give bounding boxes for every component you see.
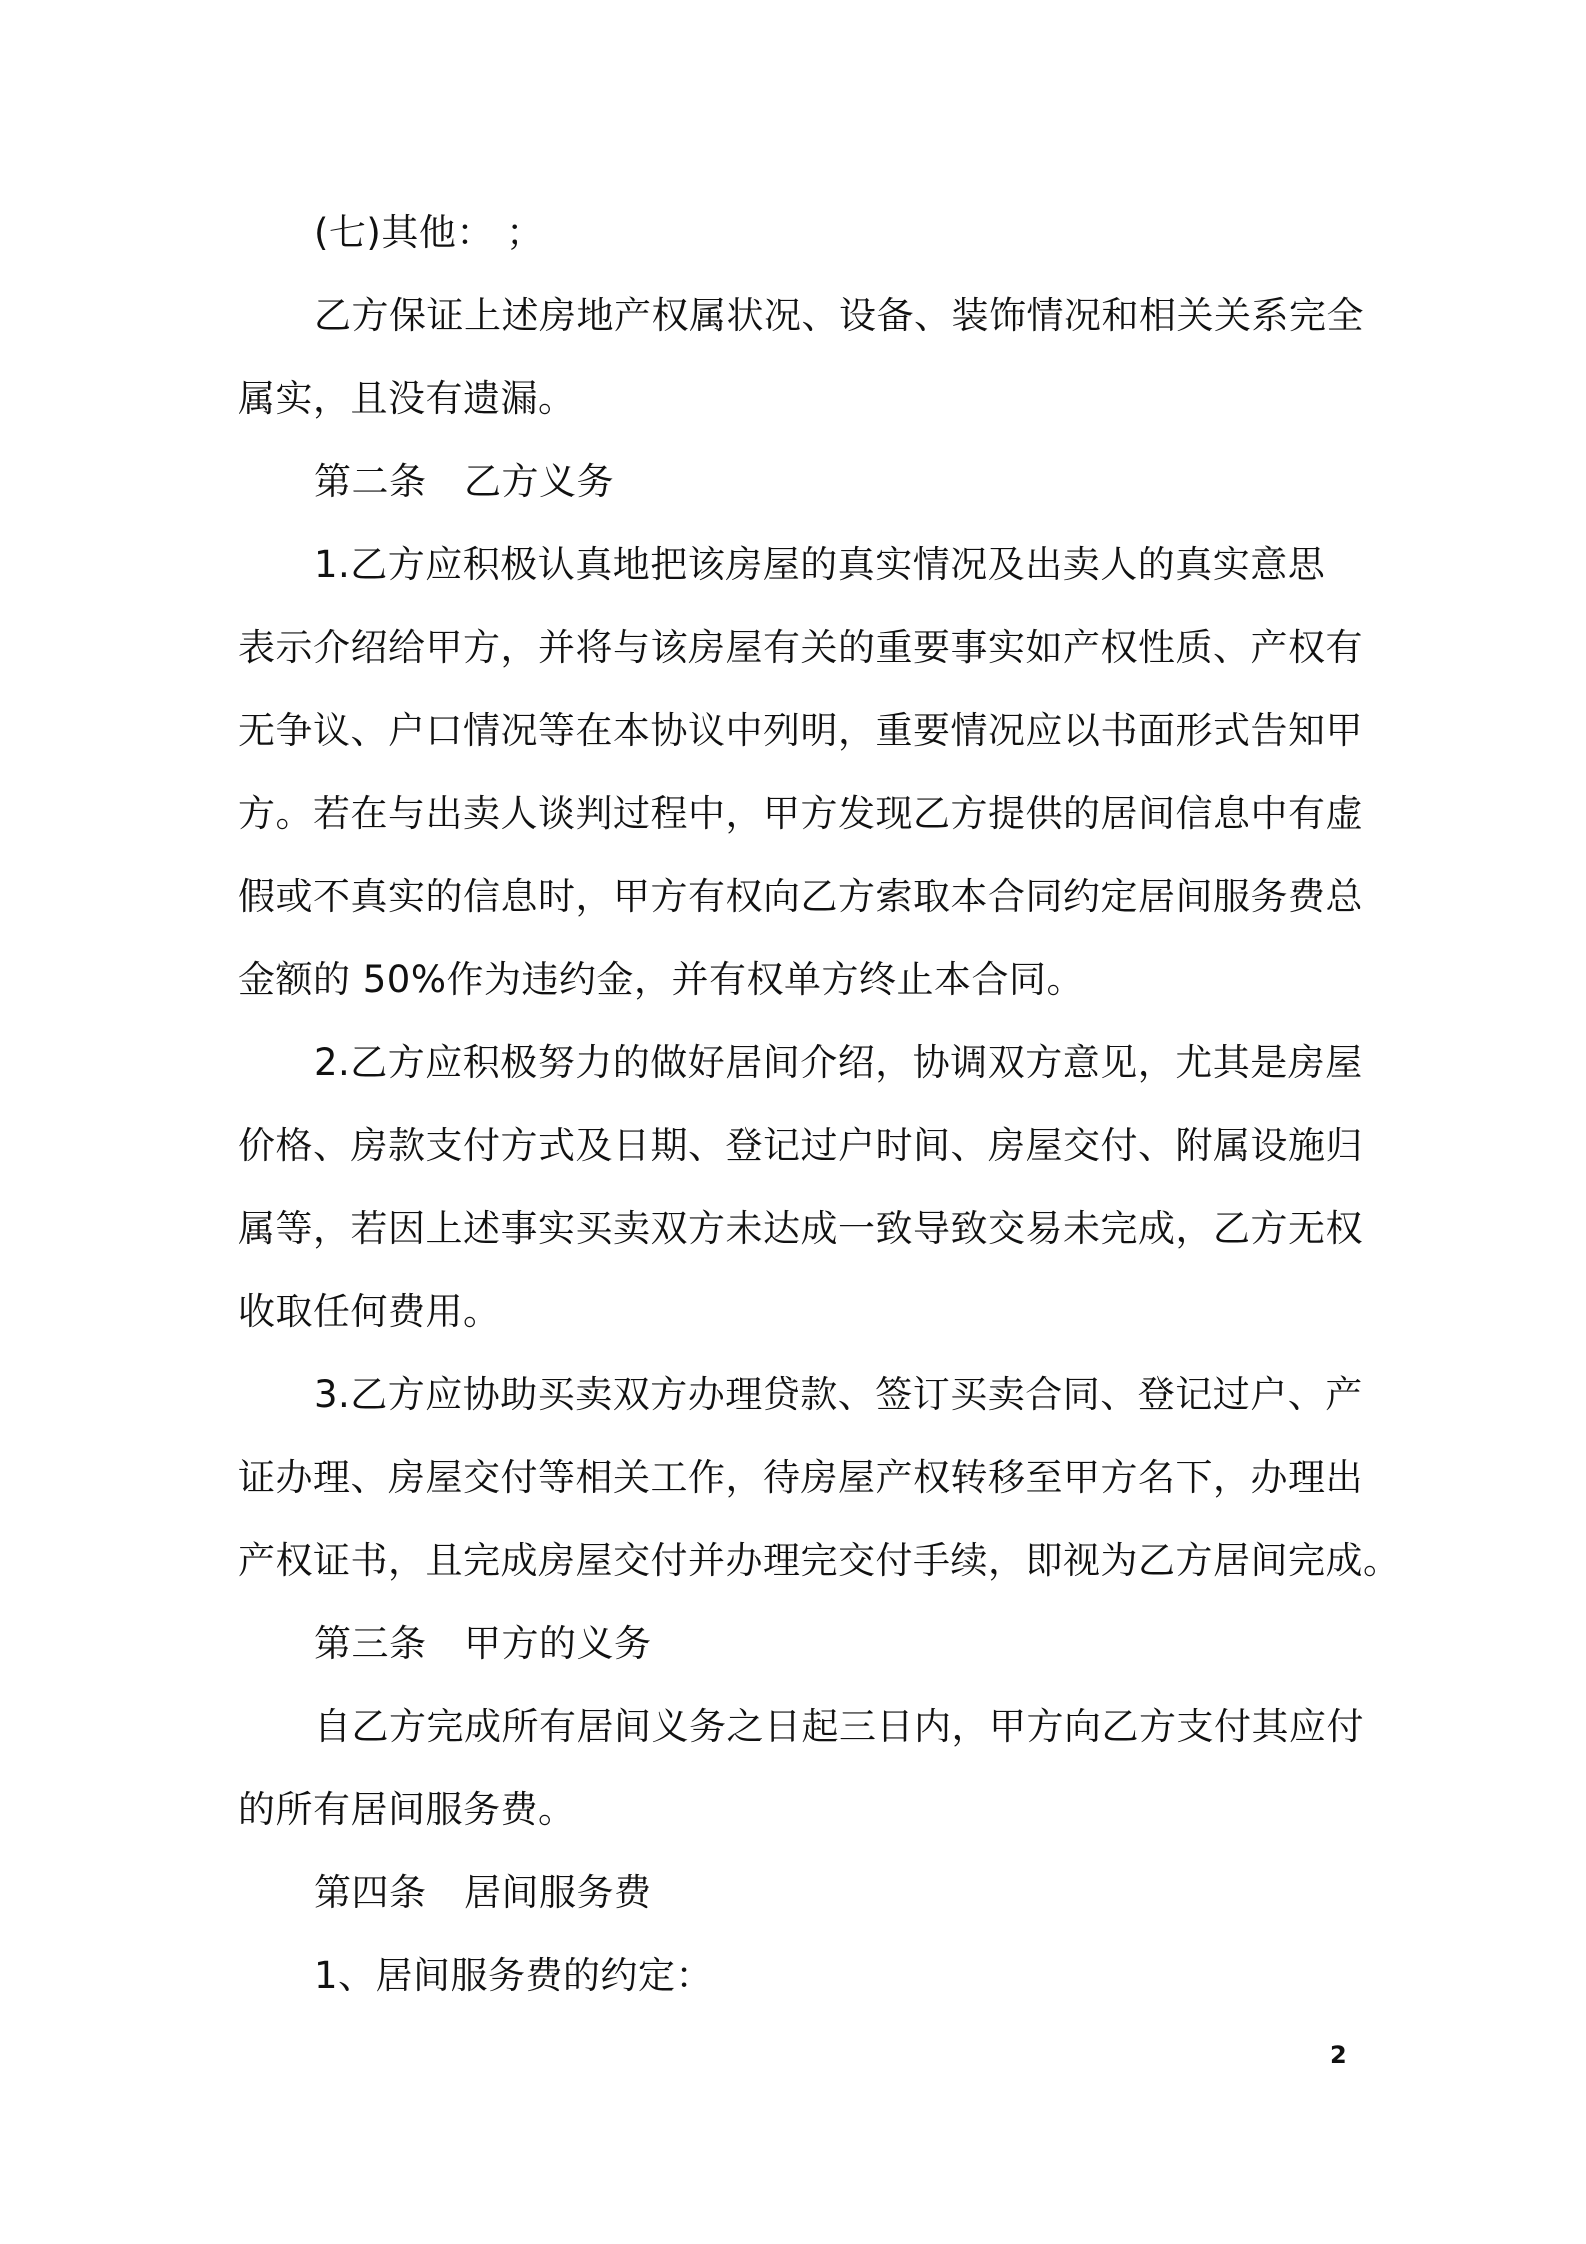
article-two-heading: 第二条 乙方义务 (314, 460, 614, 503)
clause-2-line: 属等，若因上述事实买卖双方未达成一致导致交易未完成，乙方无权 (238, 1207, 1363, 1250)
clause-1-line: 无争议、户口情况等在本协议中列明，重要情况应以书面形式告知甲 (238, 709, 1363, 752)
fee-agreement-item: 1、居间服务费的约定： (314, 1954, 714, 1997)
clause-1-line: 金额的 50%作为违约金，并有权单方终止本合同。 (238, 958, 1084, 1001)
clause-2-line: 2.乙方应积极努力的做好居间介绍，协调双方意见，尤其是房屋 (314, 1041, 1363, 1084)
article-four-heading: 第四条 居间服务费 (314, 1871, 652, 1914)
article-three-heading: 第三条 甲方的义务 (314, 1622, 652, 1665)
clause-1-line: 方。若在与出卖人谈判过程中，甲方发现乙方提供的居间信息中有虚 (238, 792, 1363, 835)
clause-1-line: 1.乙方应积极认真地把该房屋的真实情况及出卖人的真实意思 (314, 543, 1326, 586)
clause-3-line: 产权证书，且完成房屋交付并办理完交付手续，即视为乙方居间完成。 (238, 1539, 1401, 1582)
paragraph-guarantee-line: 属实，且没有遗漏。 (238, 377, 576, 420)
clause-2-line: 收取任何费用。 (238, 1290, 501, 1333)
paragraph-other-item: (七)其他： ； (314, 211, 544, 254)
party-a-obligation-line: 的所有居间服务费。 (238, 1788, 576, 1831)
clause-1-line: 假或不真实的信息时，甲方有权向乙方索取本合同约定居间服务费总 (238, 875, 1363, 918)
clause-3-line: 3.乙方应协助买卖双方办理贷款、签订买卖合同、登记过户、产 (314, 1373, 1363, 1416)
clause-1-line: 表示介绍给甲方，并将与该房屋有关的重要事实如产权性质、产权有 (238, 626, 1363, 669)
party-a-obligation-line: 自乙方完成所有居间义务之日起三日内，甲方向乙方支付其应付 (314, 1705, 1364, 1748)
clause-2-line: 价格、房款支付方式及日期、登记过户时间、房屋交付、附属设施归 (238, 1124, 1363, 1167)
paragraph-guarantee-line: 乙方保证上述房地产权属状况、设备、装饰情况和相关关系完全 (314, 294, 1364, 337)
page-number: 2 (1330, 2041, 1347, 2069)
clause-3-line: 证办理、房屋交付等相关工作，待房屋产权转移至甲方名下，办理出 (238, 1456, 1363, 1499)
